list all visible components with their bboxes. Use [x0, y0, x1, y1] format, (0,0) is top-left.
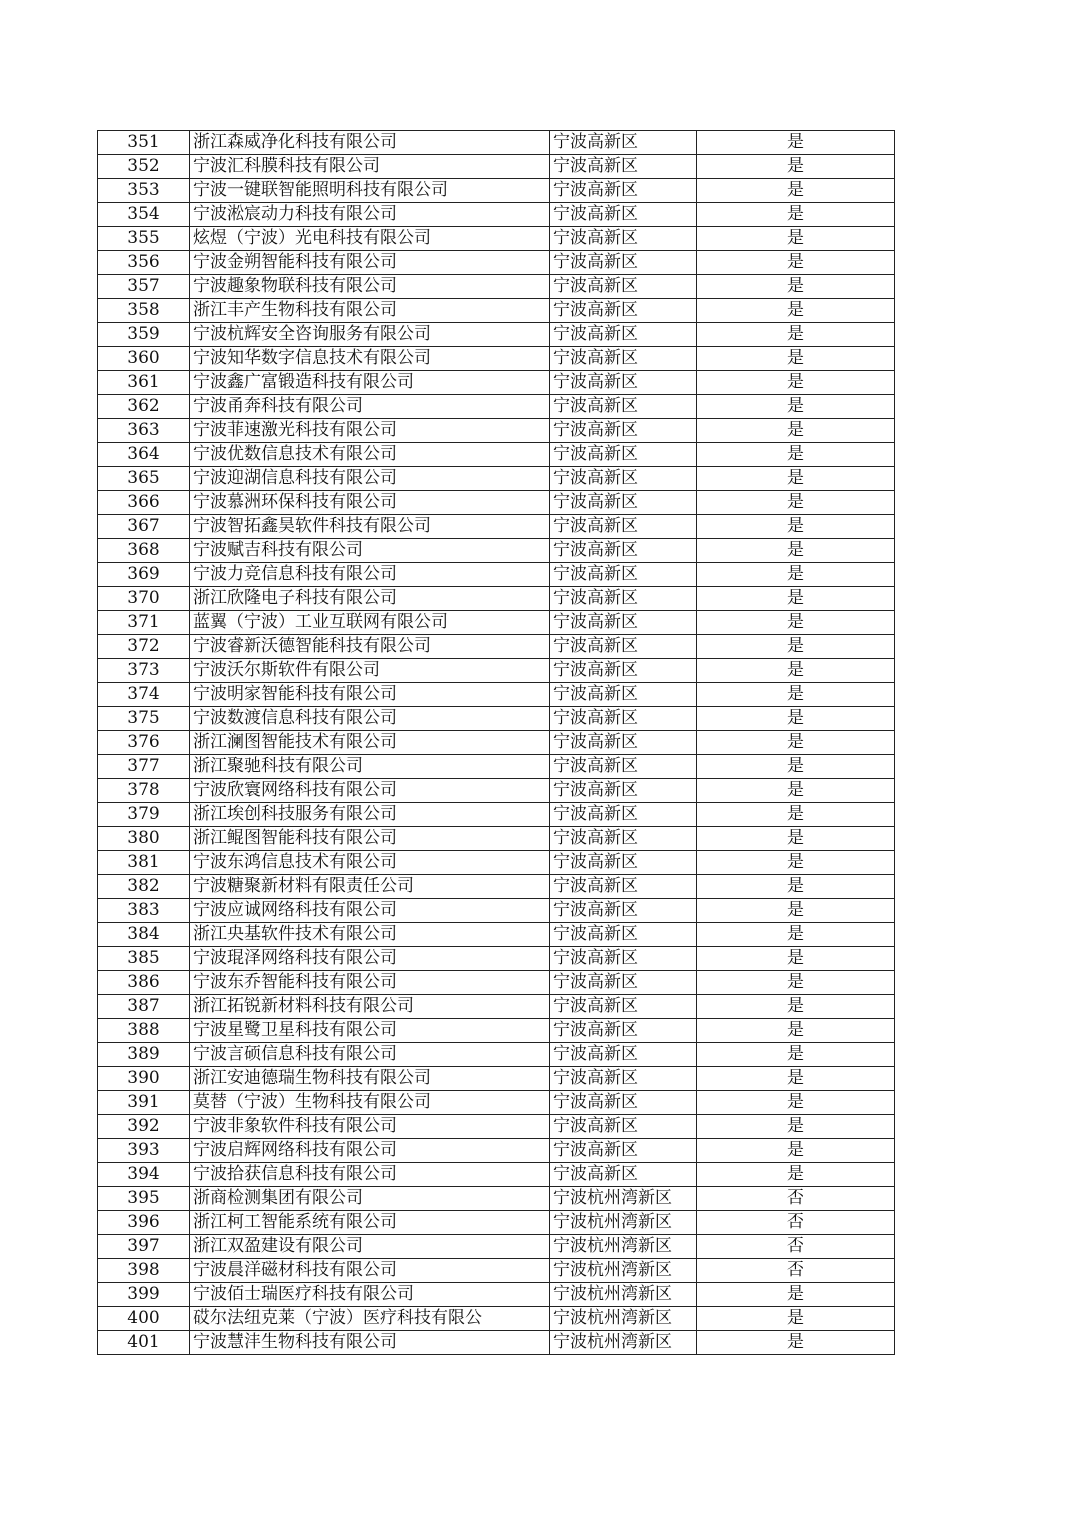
district-cell: 宁波高新区: [550, 227, 697, 251]
status-flag-cell: 是: [697, 1043, 895, 1067]
table-row: [98, 587, 895, 611]
status-flag-cell: 是: [697, 491, 895, 515]
district-cell: 宁波高新区: [550, 611, 697, 635]
company-name-cell: 宁波优数信息技术有限公司: [190, 443, 550, 467]
district-cell: 宁波高新区: [550, 467, 697, 491]
row-number-cell: 351: [98, 131, 190, 155]
district-cell: 宁波高新区: [550, 1091, 697, 1115]
status-flag-cell: 是: [697, 1139, 895, 1163]
district-cell: 宁波高新区: [550, 635, 697, 659]
row-number-cell: 399: [98, 1283, 190, 1307]
table-row: [98, 1091, 895, 1115]
row-number-cell: 381: [98, 851, 190, 875]
table-row: [98, 179, 895, 203]
company-name-cell: 宁波东鸿信息技术有限公司: [190, 851, 550, 875]
company-name-cell: 浙江拓锐新材料科技有限公司: [190, 995, 550, 1019]
row-number-cell: 377: [98, 755, 190, 779]
status-flag-cell: 是: [697, 971, 895, 995]
status-flag-cell: 是: [697, 635, 895, 659]
row-number-cell: 380: [98, 827, 190, 851]
status-flag-cell: 是: [697, 875, 895, 899]
row-number-cell: 358: [98, 299, 190, 323]
company-name-cell: 宁波睿新沃德智能科技有限公司: [190, 635, 550, 659]
district-cell: 宁波高新区: [550, 1043, 697, 1067]
status-flag-cell: 是: [697, 131, 895, 155]
table-row: [98, 131, 895, 155]
table-row: [98, 419, 895, 443]
row-number-cell: 355: [98, 227, 190, 251]
company-list-table: [97, 130, 895, 1355]
table-row: [98, 275, 895, 299]
row-number-cell: 353: [98, 179, 190, 203]
district-cell: 宁波高新区: [550, 443, 697, 467]
row-number-cell: 354: [98, 203, 190, 227]
status-flag-cell: 是: [697, 587, 895, 611]
row-number-cell: 372: [98, 635, 190, 659]
status-flag-cell: 是: [697, 1331, 895, 1355]
table-row: [98, 227, 895, 251]
status-flag-cell: 是: [697, 827, 895, 851]
row-number-cell: 379: [98, 803, 190, 827]
row-number-cell: 392: [98, 1115, 190, 1139]
table-row: [98, 347, 895, 371]
status-flag-cell: 是: [697, 443, 895, 467]
table-row: [98, 1019, 895, 1043]
row-number-cell: 366: [98, 491, 190, 515]
table-row: [98, 443, 895, 467]
status-flag-cell: 是: [697, 227, 895, 251]
row-number-cell: 367: [98, 515, 190, 539]
table-row: [98, 467, 895, 491]
table-row: [98, 827, 895, 851]
table-row: [98, 1043, 895, 1067]
district-cell: 宁波高新区: [550, 371, 697, 395]
row-number-cell: 388: [98, 1019, 190, 1043]
status-flag-cell: 是: [697, 563, 895, 587]
status-flag-cell: 是: [697, 419, 895, 443]
district-cell: 宁波高新区: [550, 1019, 697, 1043]
status-flag-cell: 是: [697, 1067, 895, 1091]
status-flag-cell: 是: [697, 899, 895, 923]
district-cell: 宁波高新区: [550, 1115, 697, 1139]
company-name-cell: 宁波糖聚新材料有限责任公司: [190, 875, 550, 899]
district-cell: 宁波高新区: [550, 755, 697, 779]
table-row: [98, 155, 895, 179]
district-cell: 宁波高新区: [550, 1163, 697, 1187]
table-row: [98, 899, 895, 923]
company-name-cell: 宁波东乔智能科技有限公司: [190, 971, 550, 995]
status-flag-cell: 否: [697, 1259, 895, 1283]
status-flag-cell: 是: [697, 347, 895, 371]
status-flag-cell: 是: [697, 1019, 895, 1043]
row-number-cell: 386: [98, 971, 190, 995]
table-row: [98, 251, 895, 275]
company-name-cell: 宁波拾获信息科技有限公司: [190, 1163, 550, 1187]
row-number-cell: 383: [98, 899, 190, 923]
row-number-cell: 382: [98, 875, 190, 899]
table-row: [98, 947, 895, 971]
table-row: [98, 539, 895, 563]
table-row: [98, 1235, 895, 1259]
row-number-cell: 375: [98, 707, 190, 731]
district-cell: 宁波高新区: [550, 899, 697, 923]
row-number-cell: 357: [98, 275, 190, 299]
company-name-cell: 宁波迎湖信息科技有限公司: [190, 467, 550, 491]
district-cell: 宁波高新区: [550, 923, 697, 947]
row-number-cell: 364: [98, 443, 190, 467]
table-row: [98, 1283, 895, 1307]
row-number-cell: 370: [98, 587, 190, 611]
table-row: [98, 1139, 895, 1163]
table-row: [98, 1211, 895, 1235]
district-cell: 宁波高新区: [550, 683, 697, 707]
table-row: [98, 611, 895, 635]
row-number-cell: 387: [98, 995, 190, 1019]
company-name-cell: 宁波力竞信息科技有限公司: [190, 563, 550, 587]
district-cell: 宁波杭州湾新区: [550, 1235, 697, 1259]
status-flag-cell: 是: [697, 371, 895, 395]
company-name-cell: 浙江欣隆电子科技有限公司: [190, 587, 550, 611]
table-row: [98, 683, 895, 707]
status-flag-cell: 是: [697, 611, 895, 635]
company-name-cell: 浙江柯工智能系统有限公司: [190, 1211, 550, 1235]
district-cell: 宁波高新区: [550, 491, 697, 515]
district-cell: 宁波高新区: [550, 707, 697, 731]
table-row: [98, 755, 895, 779]
company-name-cell: 宁波数渡信息科技有限公司: [190, 707, 550, 731]
table-row: [98, 1331, 895, 1355]
district-cell: 宁波杭州湾新区: [550, 1187, 697, 1211]
row-number-cell: 390: [98, 1067, 190, 1091]
company-name-cell: 宁波菲速激光科技有限公司: [190, 419, 550, 443]
table-body: [98, 131, 895, 1355]
status-flag-cell: 是: [697, 683, 895, 707]
status-flag-cell: 是: [697, 179, 895, 203]
district-cell: 宁波高新区: [550, 995, 697, 1019]
row-number-cell: 385: [98, 947, 190, 971]
row-number-cell: 401: [98, 1331, 190, 1355]
company-name-cell: 宁波杭辉安全咨询服务有限公司: [190, 323, 550, 347]
row-number-cell: 359: [98, 323, 190, 347]
row-number-cell: 363: [98, 419, 190, 443]
table-row: [98, 563, 895, 587]
row-number-cell: 362: [98, 395, 190, 419]
row-number-cell: 398: [98, 1259, 190, 1283]
row-number-cell: 384: [98, 923, 190, 947]
company-name-cell: 宁波趣象物联科技有限公司: [190, 275, 550, 299]
company-name-cell: 宁波一键联智能照明科技有限公司: [190, 179, 550, 203]
district-cell: 宁波高新区: [550, 731, 697, 755]
district-cell: 宁波高新区: [550, 395, 697, 419]
table-row: [98, 395, 895, 419]
row-number-cell: 397: [98, 1235, 190, 1259]
table-row: [98, 1163, 895, 1187]
row-number-cell: 389: [98, 1043, 190, 1067]
district-cell: 宁波杭州湾新区: [550, 1331, 697, 1355]
table-row: [98, 1259, 895, 1283]
row-number-cell: 360: [98, 347, 190, 371]
company-name-cell: 宁波智拓鑫昊软件科技有限公司: [190, 515, 550, 539]
district-cell: 宁波高新区: [550, 947, 697, 971]
company-name-cell: 宁波欣寰网络科技有限公司: [190, 779, 550, 803]
table-row: [98, 323, 895, 347]
table-row: [98, 779, 895, 803]
district-cell: 宁波高新区: [550, 587, 697, 611]
company-name-cell: 浙江央基软件技术有限公司: [190, 923, 550, 947]
table-row: [98, 1067, 895, 1091]
status-flag-cell: 是: [697, 947, 895, 971]
district-cell: 宁波杭州湾新区: [550, 1307, 697, 1331]
company-name-cell: 宁波知华数字信息技术有限公司: [190, 347, 550, 371]
row-number-cell: 376: [98, 731, 190, 755]
status-flag-cell: 是: [697, 1091, 895, 1115]
status-flag-cell: 是: [697, 779, 895, 803]
table-row: [98, 923, 895, 947]
table-row: [98, 515, 895, 539]
status-flag-cell: 是: [697, 323, 895, 347]
status-flag-cell: 是: [697, 251, 895, 275]
district-cell: 宁波高新区: [550, 851, 697, 875]
company-name-cell: 宁波鑫广富锻造科技有限公司: [190, 371, 550, 395]
company-name-cell: 宁波慕洲环保科技有限公司: [190, 491, 550, 515]
district-cell: 宁波高新区: [550, 827, 697, 851]
company-name-cell: 宁波应诚网络科技有限公司: [190, 899, 550, 923]
company-name-cell: 宁波佰士瑞医疗科技有限公司: [190, 1283, 550, 1307]
company-name-cell: 浙江森威净化科技有限公司: [190, 131, 550, 155]
company-name-cell: 宁波赋吉科技有限公司: [190, 539, 550, 563]
company-name-cell: 宁波星鹭卫星科技有限公司: [190, 1019, 550, 1043]
district-cell: 宁波高新区: [550, 347, 697, 371]
status-flag-cell: 是: [697, 275, 895, 299]
district-cell: 宁波杭州湾新区: [550, 1259, 697, 1283]
table-row: [98, 995, 895, 1019]
district-cell: 宁波高新区: [550, 1067, 697, 1091]
status-flag-cell: 是: [697, 155, 895, 179]
company-name-cell: 砹尔法纽克莱（宁波）医疗科技有限公: [190, 1307, 550, 1331]
status-flag-cell: 是: [697, 803, 895, 827]
district-cell: 宁波高新区: [550, 131, 697, 155]
table-row: [98, 203, 895, 227]
row-number-cell: 396: [98, 1211, 190, 1235]
table-row: [98, 1307, 895, 1331]
status-flag-cell: 是: [697, 203, 895, 227]
row-number-cell: 393: [98, 1139, 190, 1163]
district-cell: 宁波杭州湾新区: [550, 1211, 697, 1235]
table-row: [98, 491, 895, 515]
company-name-cell: 蓝翼（宁波）工业互联网有限公司: [190, 611, 550, 635]
company-name-cell: 浙江双盈建设有限公司: [190, 1235, 550, 1259]
company-name-cell: 宁波启辉网络科技有限公司: [190, 1139, 550, 1163]
status-flag-cell: 是: [697, 1283, 895, 1307]
company-name-cell: 宁波甬奔科技有限公司: [190, 395, 550, 419]
row-number-cell: 395: [98, 1187, 190, 1211]
district-cell: 宁波高新区: [550, 659, 697, 683]
row-number-cell: 356: [98, 251, 190, 275]
status-flag-cell: 是: [697, 395, 895, 419]
table-row: [98, 707, 895, 731]
table-row: [98, 851, 895, 875]
status-flag-cell: 是: [697, 923, 895, 947]
company-name-cell: 宁波非象软件科技有限公司: [190, 1115, 550, 1139]
company-name-cell: 宁波淞宸动力科技有限公司: [190, 203, 550, 227]
row-number-cell: 394: [98, 1163, 190, 1187]
district-cell: 宁波高新区: [550, 971, 697, 995]
district-cell: 宁波高新区: [550, 419, 697, 443]
district-cell: 宁波高新区: [550, 275, 697, 299]
table-row: [98, 635, 895, 659]
company-name-cell: 浙商检测集团有限公司: [190, 1187, 550, 1211]
district-cell: 宁波杭州湾新区: [550, 1283, 697, 1307]
table-row: [98, 659, 895, 683]
company-name-cell: 浙江埃创科技服务有限公司: [190, 803, 550, 827]
district-cell: 宁波高新区: [550, 563, 697, 587]
table-row: [98, 371, 895, 395]
district-cell: 宁波高新区: [550, 179, 697, 203]
status-flag-cell: 是: [697, 851, 895, 875]
status-flag-cell: 是: [697, 755, 895, 779]
company-name-cell: 浙江澜图智能技术有限公司: [190, 731, 550, 755]
row-number-cell: 371: [98, 611, 190, 635]
row-number-cell: 368: [98, 539, 190, 563]
district-cell: 宁波高新区: [550, 1139, 697, 1163]
district-cell: 宁波高新区: [550, 803, 697, 827]
row-number-cell: 391: [98, 1091, 190, 1115]
status-flag-cell: 是: [697, 1163, 895, 1187]
company-name-cell: 莫替（宁波）生物科技有限公司: [190, 1091, 550, 1115]
status-flag-cell: 是: [697, 731, 895, 755]
table-row: [98, 731, 895, 755]
status-flag-cell: 是: [697, 299, 895, 323]
status-flag-cell: 是: [697, 1115, 895, 1139]
row-number-cell: 365: [98, 467, 190, 491]
row-number-cell: 361: [98, 371, 190, 395]
status-flag-cell: 是: [697, 1307, 895, 1331]
district-cell: 宁波高新区: [550, 299, 697, 323]
company-name-cell: 宁波金朔智能科技有限公司: [190, 251, 550, 275]
company-name-cell: 浙江聚驰科技有限公司: [190, 755, 550, 779]
company-name-cell: 宁波沃尔斯软件有限公司: [190, 659, 550, 683]
table-row: [98, 803, 895, 827]
status-flag-cell: 否: [697, 1235, 895, 1259]
district-cell: 宁波高新区: [550, 539, 697, 563]
company-name-cell: 宁波晨洋磁材科技有限公司: [190, 1259, 550, 1283]
row-number-cell: 378: [98, 779, 190, 803]
district-cell: 宁波高新区: [550, 155, 697, 179]
status-flag-cell: 是: [697, 659, 895, 683]
company-name-cell: 浙江丰产生物科技有限公司: [190, 299, 550, 323]
status-flag-cell: 否: [697, 1187, 895, 1211]
district-cell: 宁波高新区: [550, 323, 697, 347]
company-name-cell: 炫煜（宁波）光电科技有限公司: [190, 227, 550, 251]
row-number-cell: 400: [98, 1307, 190, 1331]
row-number-cell: 374: [98, 683, 190, 707]
district-cell: 宁波高新区: [550, 779, 697, 803]
company-name-cell: 宁波言硕信息科技有限公司: [190, 1043, 550, 1067]
table-row: [98, 971, 895, 995]
district-cell: 宁波高新区: [550, 251, 697, 275]
district-cell: 宁波高新区: [550, 203, 697, 227]
district-cell: 宁波高新区: [550, 875, 697, 899]
company-name-cell: 宁波汇科膜科技有限公司: [190, 155, 550, 179]
status-flag-cell: 是: [697, 467, 895, 491]
row-number-cell: 352: [98, 155, 190, 179]
row-number-cell: 373: [98, 659, 190, 683]
table-row: [98, 875, 895, 899]
status-flag-cell: 是: [697, 515, 895, 539]
table-row: [98, 299, 895, 323]
status-flag-cell: 是: [697, 995, 895, 1019]
company-name-cell: 宁波琨泽网络科技有限公司: [190, 947, 550, 971]
table-row: [98, 1115, 895, 1139]
district-cell: 宁波高新区: [550, 515, 697, 539]
company-name-cell: 宁波明家智能科技有限公司: [190, 683, 550, 707]
company-name-cell: 宁波慧沣生物科技有限公司: [190, 1331, 550, 1355]
status-flag-cell: 是: [697, 539, 895, 563]
status-flag-cell: 否: [697, 1211, 895, 1235]
table-row: [98, 1187, 895, 1211]
status-flag-cell: 是: [697, 707, 895, 731]
row-number-cell: 369: [98, 563, 190, 587]
company-name-cell: 浙江鲲图智能科技有限公司: [190, 827, 550, 851]
company-name-cell: 浙江安迪德瑞生物科技有限公司: [190, 1067, 550, 1091]
